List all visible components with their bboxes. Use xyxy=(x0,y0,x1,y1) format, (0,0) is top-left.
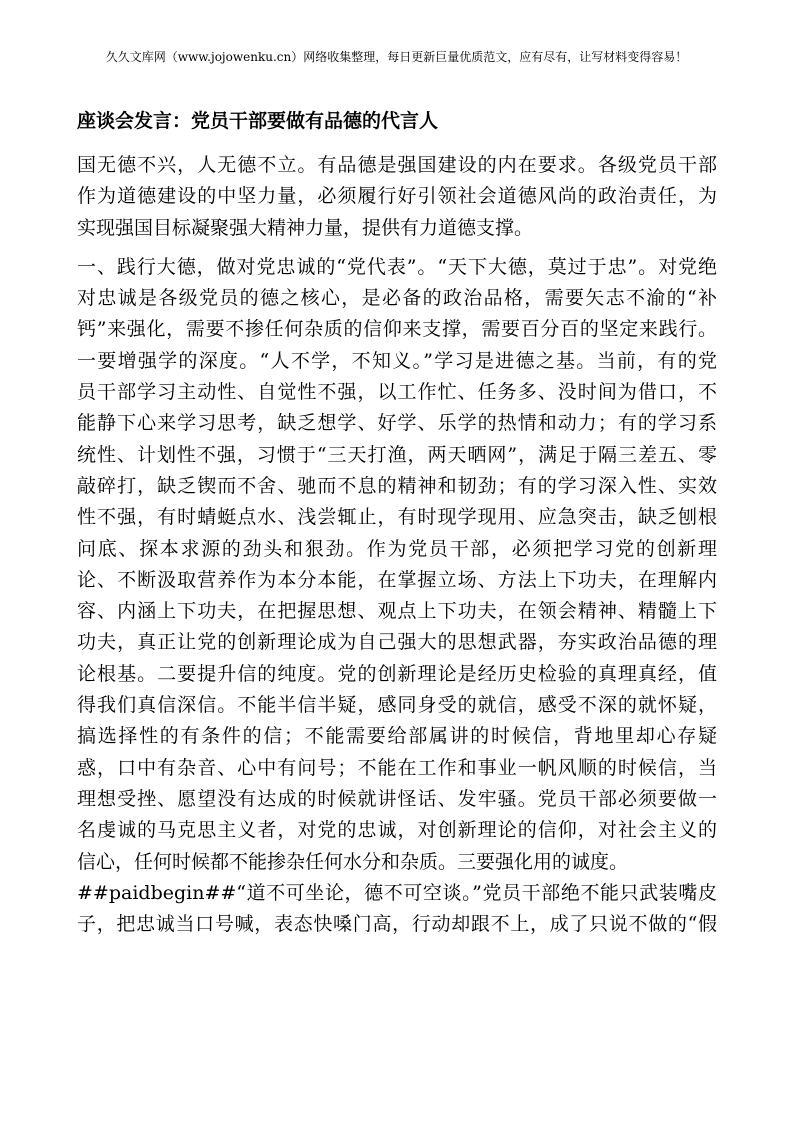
text-line: 敲碎打，缺乏锲而不舍、驰而不息的精神和韧劲；有的学习深入性、实效 xyxy=(77,474,717,497)
text-line: ##paidbegin##“道不可坐论，德不可空谈。”党员干部绝不能只武装嘴皮 xyxy=(77,881,717,904)
text-line: 信心，任何时候都不能掺杂任何水分和杂质。三要强化用的诚度。 xyxy=(77,850,629,873)
text-line: 一要增强学的深度。“人不学，不知义。”学习是进德之基。当前，有的党 xyxy=(77,349,717,372)
text-line: 理想受挫、愿望没有达成的时候就讲怪话、发牢骚。党员干部必须要做一 xyxy=(77,787,717,810)
text-line: 对忠诚是各级党员的德之核心，是必备的政治品格，需要矢志不渝的“补 xyxy=(77,287,717,310)
text-line: 惑，口中有杂音、心中有问号；不能在工作和事业一帆风顺的时候信，当 xyxy=(77,756,717,779)
document-title: 座谈会发言：党员干部要做有品德的代言人 xyxy=(77,110,439,132)
text-line: 论根基。二要提升信的纯度。党的创新理论是经历史检验的真理真经，值 xyxy=(77,662,717,685)
text-line: 钙”来强化，需要不掺任何杂质的信仰来支撑，需要百分百的坚定来践行。 xyxy=(77,318,717,341)
text-line: 实现强国目标凝聚强大精神力量，提供有力道德支撑。 xyxy=(77,216,534,239)
text-line: 一、践行大德，做对党忠诚的“党代表”。“天下大德，莫过于忠”。对党绝 xyxy=(77,255,717,278)
text-line: 名虔诚的马克思主义者，对党的忠诚，对创新理论的信仰，对社会主义的 xyxy=(77,819,717,842)
paragraph-section-one xyxy=(77,252,717,941)
text-line: 统性、计划性不强，习惯于“三天打渔，两天晒网”，满足于隔三差五、零 xyxy=(77,443,717,466)
document-body xyxy=(77,150,717,948)
text-line: 问底、探本求源的劲头和狠劲。作为党员干部，必须把学习党的创新理 xyxy=(77,537,717,560)
text-line: 员干部学习主动性、自觉性不强，以工作忙、任务多、没时间为借口，不 xyxy=(77,381,717,404)
text-line: 功夫，真正让党的创新理论成为自己强大的思想武器，夯实政治品德的理 xyxy=(77,631,717,654)
text-line: 子，把忠诚当口号喊，表态快嗓门高，行动却跟不上，成了只说不做的“假 xyxy=(77,913,717,936)
text-line: 国无德不兴，人无德不立。有品德是强国建设的内在要求。各级党员干部 xyxy=(77,154,717,176)
text-line: 能静下心来学习思考，缺乏想学、好学、乐学的热情和动力；有的学习系 xyxy=(77,412,717,435)
text-line: 搞选择性的有条件的信；不能需要给部属讲的时候信，背地里却心存疑 xyxy=(77,725,717,748)
text-line: 得我们真信深信。不能半信半疑，感同身受的就信，感受不深的就怀疑， xyxy=(77,694,717,717)
text-line: 作为道德建设的中坚力量，必须履行好引领社会道德风尚的政治责任，为 xyxy=(77,185,717,208)
paragraph-intro xyxy=(77,150,717,244)
text-line: 容、内涵上下功夫，在把握思想、观点上下功夫，在领会精神、精髓上下 xyxy=(77,600,717,623)
text-line: 性不强，有时蜻蜓点水、浅尝辄止，有时现学现用、应急突击，缺乏刨根 xyxy=(77,506,717,529)
text-line: 论、不断汲取营养作为本分本能，在掌握立场、方法上下功夫，在理解内 xyxy=(77,568,717,591)
page-header: 久久文库网（www.jojowenku.cn）网络收集整理，每日更新巨量优质范文，应有尽有，让写材料变得容易！ xyxy=(105,50,688,64)
